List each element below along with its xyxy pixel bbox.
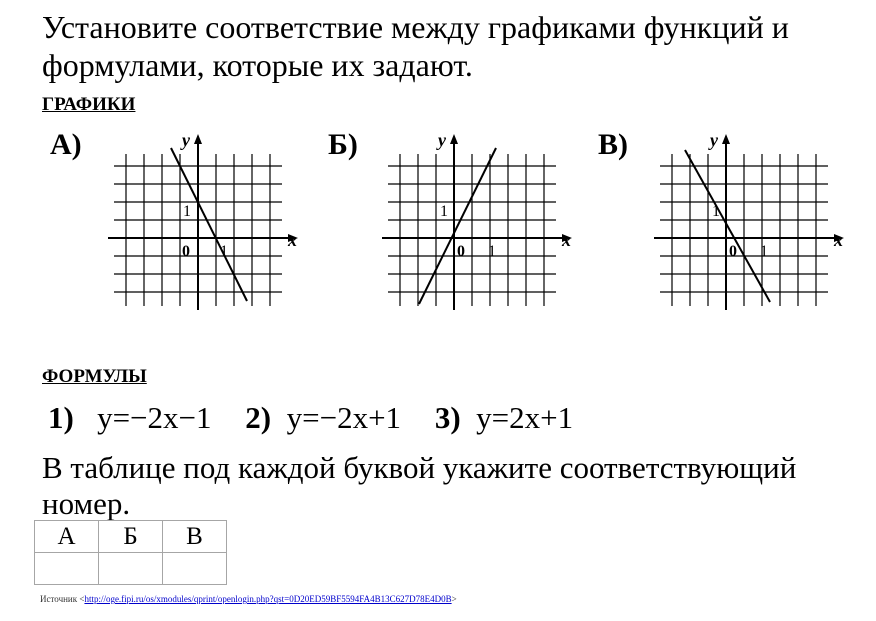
task-prompt: Установите соответствие между графиками функций и формулами, которые их задают. [42,9,789,83]
graph-c-label-one-x: 1 [760,243,768,260]
graph-a-label-y: y [182,130,190,150]
graph-a-function-line [171,148,247,301]
source-note [40,594,457,604]
formula-text: y=−2x−1 [97,400,212,435]
formulas-section-title: ФОРМУЛЫ [42,366,147,387]
answer-table [34,520,227,585]
graph-b-label-one-x: 1 [488,243,496,260]
formula-item-1 [48,400,212,435]
answer-cell-c[interactable] [163,553,227,585]
graph-c-grid [660,154,828,306]
answer-header-a: А [35,521,99,553]
graph-c-letter: В) [598,128,628,161]
graph-b-letter: Б) [328,128,358,161]
formula-item-2 [245,400,401,435]
answer-table-header-row [35,521,227,553]
graph-c [650,130,850,312]
formula-number: 1) [48,400,74,435]
formula-text: y=−2x+1 [286,400,402,435]
source-suffix: > [451,594,457,604]
graph-c-function-line [685,150,770,302]
answer-cell-b[interactable] [99,553,163,585]
formula-item-3 [435,400,573,435]
instruction-text: В таблице под каждой буквой укажите соответствующий номер. [42,450,797,521]
graph-a-y-arrow [194,134,202,144]
graph-b-label-zero: 0 [457,243,465,260]
graph-c-label-y: y [710,130,718,150]
graph-a-letter: А) [50,128,82,161]
formula-text: y=2x+1 [476,400,574,435]
graph-c-label-x: x [834,230,843,250]
answer-cell-a[interactable] [35,553,99,585]
formulas-list [48,400,599,436]
source-prefix: Источник < [40,594,85,604]
graph-b-label-y: y [438,130,446,150]
graph-b-y-arrow [450,134,458,144]
formula-number: 2) [245,400,272,435]
graph-a-label-one-y: 1 [183,203,191,220]
graph-a-label-one-x: 1 [220,243,228,260]
graph-b [378,130,578,312]
graph-a [104,130,304,312]
answer-header-b: Б [99,521,163,553]
formula-number: 3) [434,400,461,435]
answer-table-value-row [35,553,227,585]
graph-b-function-line [419,148,496,304]
graph-c-y-arrow [722,134,730,144]
answer-header-c: В [163,521,227,553]
graph-c-label-one-y: 1 [712,203,720,220]
graph-a-label-zero: 0 [182,243,190,260]
graph-b-grid [388,154,556,306]
graph-b-label-one-y: 1 [440,203,448,220]
graphs-section-title: ГРАФИКИ [42,94,136,115]
source-link[interactable]: http://oge.fipi.ru/os/xmodules/qprint/openlogin.php?qst=0D20ED59BF5594FA4B13C627D78E4D0B [84,594,452,604]
graph-c-label-zero: 0 [729,243,737,260]
graph-a-label-x: x [288,230,297,250]
graph-b-label-x: x [562,230,571,250]
